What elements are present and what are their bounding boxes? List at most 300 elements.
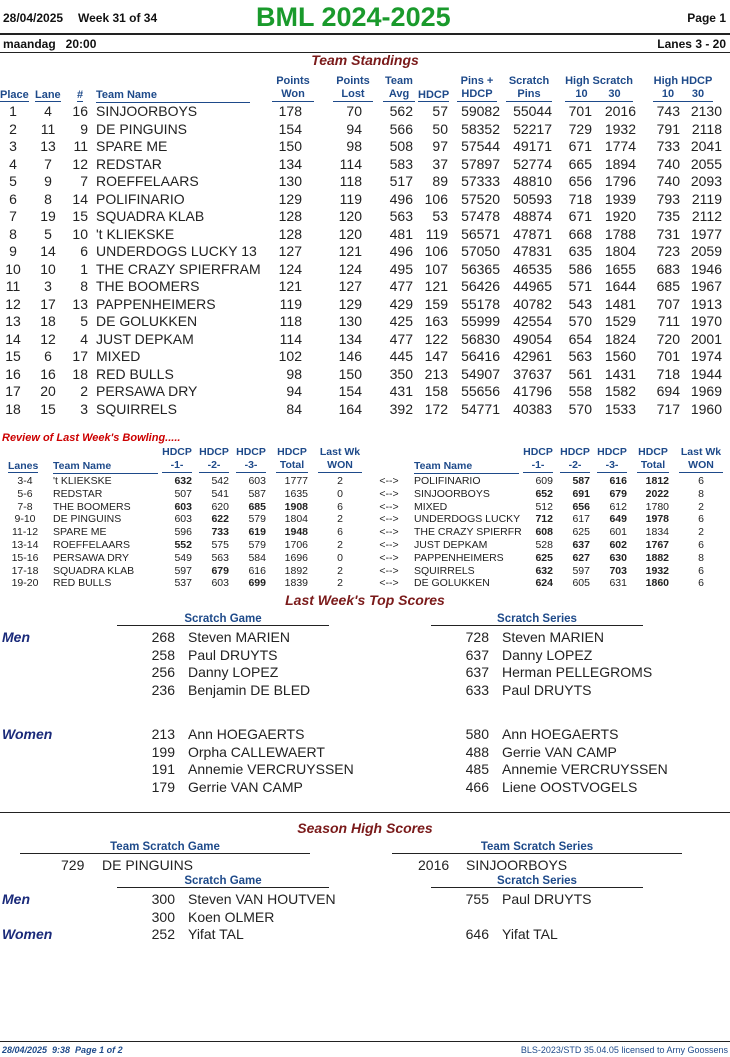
season-men-game-score: 300	[151, 908, 175, 925]
standings-high-scratch-10: 570	[568, 313, 592, 329]
standings-points-lost: 130	[338, 313, 362, 329]
review-col-h1a-left: HDCP	[162, 446, 192, 458]
versus-arrow-icon: <-->	[379, 564, 399, 577]
standings-points-lost: 127	[338, 278, 362, 294]
standings-high-scratch-30: 1804	[604, 243, 636, 259]
season-title: Season High Scores	[297, 820, 433, 836]
standings-points-won: 118	[279, 313, 302, 329]
standings-points-won: 121	[278, 278, 302, 294]
col-points-lost-2: Lost	[333, 88, 373, 102]
standings-high-hdcp-10: 701	[656, 348, 680, 364]
women-game-score: 213	[151, 726, 175, 742]
standings-place: 18	[5, 400, 21, 417]
standings-pins-hdcp: 57544	[461, 138, 500, 154]
standings-high-scratch-30: 1560	[604, 348, 636, 364]
review-right-hdcp-2: 625	[572, 526, 590, 539]
standings-place: 3	[9, 138, 17, 154]
review-team-right: JUST DEPKAM	[414, 539, 488, 551]
women-game-bowler: Orpha CALLEWAERT	[188, 743, 325, 760]
review-right-won: 2	[698, 526, 704, 539]
review-left-hdcp-3: 579	[248, 539, 266, 551]
standings-lane: 3	[44, 278, 52, 294]
footer-right: BLS-2023/STD 35.04.05 licensed to Arny Goossens	[520, 1045, 728, 1055]
review-col-totb-right: Total	[637, 459, 669, 473]
standings-lane: 9	[44, 173, 52, 189]
standings-scratch-pins: 50593	[513, 190, 552, 207]
team-series-score: 2016	[418, 857, 450, 873]
standings-points-lost: 120	[338, 225, 362, 242]
standings-high-scratch-10: 543	[568, 295, 592, 312]
standings-points-won: 84	[286, 400, 302, 417]
season-rule	[0, 812, 730, 813]
standings-hdcp: 106	[424, 243, 448, 259]
review-right-hdcp-2: 627	[572, 551, 590, 564]
standings-high-scratch-30: 1529	[604, 313, 636, 329]
standings-high-scratch-10: 668	[568, 225, 592, 242]
standings-high-hdcp-10: 743	[656, 103, 680, 119]
review-right-hdcp-1: 712	[535, 513, 553, 526]
review-left-won: 2	[337, 475, 343, 487]
review-right-won: 6	[698, 577, 704, 590]
standings-pins-hdcp: 59082	[461, 103, 500, 119]
standings-hdcp: 106	[424, 190, 448, 207]
review-left-hdcp-total: 1839	[284, 577, 308, 590]
standings-team-avg: 495	[389, 260, 413, 277]
team-game-header: Team Scratch Game	[20, 841, 310, 854]
standings-high-scratch-30: 1644	[604, 278, 636, 294]
standings-high-hdcp-10: 694	[656, 383, 680, 399]
standings-high-hdcp-30: 2130	[690, 103, 722, 119]
review-right-hdcp-1: 624	[535, 577, 553, 590]
review-col-h2a-left: HDCP	[199, 446, 229, 458]
review-team-right: POLIFINARIO	[414, 475, 481, 487]
standings-points-won: 128	[278, 225, 302, 242]
standings-high-hdcp-10: 683	[656, 260, 680, 277]
review-team-right: PAPPENHEIMERS	[414, 551, 504, 564]
standings-title: Team Standings	[311, 52, 419, 68]
review-left-hdcp-2: 542	[211, 475, 229, 487]
review-team-left: 't KLIEKSKE	[53, 475, 112, 487]
standings-hdcp: 53	[432, 208, 448, 224]
col-scratch-pins-1: Scratch	[508, 75, 550, 87]
standings-high-scratch-10: 671	[568, 138, 592, 154]
review-left-hdcp-2: 541	[211, 487, 229, 500]
season-men-game-score: 300	[151, 891, 175, 907]
standings-high-scratch-30: 1582	[604, 383, 636, 399]
review-left-hdcp-1: 597	[174, 564, 192, 577]
standings-number: 7	[80, 173, 88, 189]
review-left-won: 0	[337, 551, 343, 564]
versus-arrow-icon: <-->	[379, 577, 399, 590]
standings-number: 16	[72, 103, 88, 119]
col-points-won-2: Won	[272, 88, 314, 102]
review-right-won: 6	[698, 475, 704, 487]
review-right-hdcp-1: 652	[535, 487, 553, 500]
standings-points-lost: 114	[339, 155, 362, 172]
review-left-hdcp-2: 733	[211, 526, 229, 539]
standings-scratch-pins: 42554	[513, 313, 552, 329]
standings-points-won: 134	[278, 155, 302, 172]
standings-high-hdcp-10: 720	[656, 330, 680, 347]
men-game-bowler: Danny LOPEZ	[188, 664, 279, 680]
week-label: Week 31 of 34	[78, 11, 158, 25]
review-right-hdcp-1: 609	[535, 475, 553, 487]
col-high-hdcp-10: 10	[661, 88, 675, 100]
review-right-won: 8	[698, 551, 704, 564]
standings-points-won: 119	[279, 295, 302, 312]
standings-pins-hdcp: 55656	[461, 383, 500, 399]
standings-team-avg: 583	[389, 155, 413, 172]
standings-high-scratch-10: 563	[568, 348, 592, 364]
season-men-game-bowler: Steven VAN HOUTVEN	[188, 891, 336, 907]
women-series-bowler: Annemie VERCRUYSSEN	[502, 761, 668, 777]
standings-pins-hdcp: 56426	[461, 278, 500, 294]
standings-points-lost: 118	[339, 173, 362, 189]
review-right-won: 8	[698, 487, 704, 500]
review-title: Review of Last Week's Bowling.....	[2, 432, 181, 444]
col-high-hdcp-30: 30	[691, 88, 705, 100]
standings-hdcp: 159	[424, 295, 448, 312]
review-col-wona-left: Last Wk	[319, 446, 361, 458]
standings-lane: 8	[44, 190, 52, 207]
season-women-game-bowler: Yifat TAL	[188, 926, 244, 942]
standings-hdcp: 50	[432, 120, 448, 137]
page-title: BML 2024-2025	[256, 2, 451, 32]
review-right-hdcp-1: 625	[535, 551, 553, 564]
season-series-header: Scratch Series	[431, 875, 643, 888]
standings-high-hdcp-30: 2118	[691, 120, 722, 137]
lanes-range: Lanes 3 - 20	[657, 37, 726, 51]
standings-number: 12	[72, 155, 88, 172]
col-lane: Lane	[35, 89, 61, 101]
standings-high-hdcp-10: 707	[656, 295, 680, 312]
women-game-bowler: Ann HOEGAERTS	[188, 726, 305, 742]
standings-team-name: SQUIRRELS	[96, 400, 177, 417]
standings-hdcp: 37	[432, 155, 448, 172]
standings-team-name: PAPPENHEIMERS	[96, 295, 216, 312]
standings-place: 7	[9, 208, 17, 224]
standings-high-hdcp-30: 1913	[690, 295, 722, 312]
review-left-hdcp-3: 616	[248, 564, 266, 577]
standings-place: 15	[5, 348, 21, 364]
standings-scratch-pins: 40782	[513, 295, 552, 312]
report-date: 28/04/2025	[3, 11, 64, 25]
men-series-bowler: Danny LOPEZ	[502, 646, 593, 663]
standings-high-scratch-30: 1894	[604, 155, 636, 172]
review-left-won: 6	[337, 526, 343, 539]
review-right-hdcp-total: 1882	[645, 551, 669, 564]
women-game-score: 199	[151, 743, 175, 760]
standings-high-scratch-30: 1796	[604, 173, 636, 189]
women-series-score: 485	[465, 761, 489, 777]
standings-number: 18	[72, 365, 88, 382]
review-col-wona-right: Last Wk	[680, 446, 722, 458]
standings-high-hdcp-30: 2093	[690, 173, 722, 189]
standings-high-scratch-30: 1939	[604, 190, 636, 207]
standings-number: 10	[72, 225, 88, 242]
women-game-bowler: Annemie VERCRUYSSEN	[188, 761, 354, 777]
standings-pins-hdcp: 56365	[461, 260, 500, 277]
review-right-hdcp-3: 703	[609, 564, 627, 577]
col-high-hdcp: High HDCP	[653, 75, 713, 87]
standings-pins-hdcp: 54907	[461, 365, 500, 382]
standings-points-won: 130	[278, 173, 302, 189]
review-left-hdcp-total: 1777	[284, 475, 308, 487]
standings-number: 8	[80, 278, 88, 294]
women-series-score: 466	[465, 778, 489, 795]
standings-team-name: MIXED	[96, 348, 141, 364]
season-men-series-score: 755	[465, 891, 489, 907]
review-right-hdcp-2: 605	[572, 577, 590, 590]
standings-place: 10	[5, 260, 21, 277]
col-pins-hdcp-1: Pins +	[460, 75, 494, 87]
review-team-left: DE PINGUINS	[53, 513, 122, 526]
standings-lane: 10	[40, 260, 56, 277]
season-women-game-score: 252	[151, 926, 175, 942]
standings-hdcp: 213	[424, 365, 448, 382]
standings-place: 12	[5, 295, 21, 312]
standings-high-hdcp-30: 2001	[690, 330, 722, 347]
standings-high-scratch-30: 1788	[604, 225, 636, 242]
review-left-hdcp-total: 1706	[284, 539, 308, 551]
review-col-h2b-right: -2-	[560, 459, 590, 473]
review-left-hdcp-3: 584	[248, 551, 266, 564]
standings-points-lost: 134	[338, 330, 362, 347]
review-right-hdcp-total: 1834	[645, 526, 669, 539]
standings-lane: 17	[40, 295, 56, 312]
col-scratch-pins-2: Pins	[506, 88, 552, 102]
season-men-series-bowler: Paul DRUYTS	[502, 891, 592, 907]
standings-number: 4	[80, 330, 88, 347]
review-lanes: 17-18	[11, 564, 39, 577]
standings-high-scratch-30: 1431	[604, 365, 636, 382]
review-right-hdcp-total: 1860	[645, 577, 669, 590]
col-high-scratch-10: 10	[575, 88, 588, 100]
review-col-h3a-right: HDCP	[597, 446, 627, 458]
team-series-team: SINJOORBOYS	[466, 857, 568, 873]
team-series-header: Team Scratch Series	[392, 841, 682, 854]
season-men-label: Men	[2, 891, 30, 907]
standings-hdcp: 89	[432, 173, 448, 189]
versus-arrow-icon: <-->	[379, 513, 399, 526]
standings-place: 4	[9, 155, 17, 172]
standings-high-hdcp-30: 1946	[690, 260, 722, 277]
standings-high-hdcp-30: 1960	[690, 400, 722, 417]
standings-high-hdcp-30: 1974	[690, 348, 722, 364]
review-team-left: RED BULLS	[53, 577, 112, 590]
men-game-bowler: Steven MARIEN	[188, 629, 290, 645]
review-team-left: SQUADRA KLAB	[53, 564, 135, 577]
standings-number: 14	[72, 190, 88, 207]
review-left-hdcp-2: 575	[211, 539, 229, 551]
standings-place: 14	[5, 330, 21, 347]
standings-place: 13	[5, 313, 21, 329]
review-left-hdcp-2: 620	[211, 500, 229, 513]
review-right-hdcp-3: 602	[609, 539, 627, 551]
standings-points-lost: 129	[338, 295, 362, 312]
women-series-bowler: Ann HOEGAERTS	[502, 726, 619, 742]
standings-high-scratch-10: 558	[568, 383, 592, 399]
standings-high-scratch-30: 1481	[604, 295, 636, 312]
standings-hdcp: 158	[424, 383, 448, 399]
standings-hdcp: 107	[424, 260, 448, 277]
review-left-won: 6	[337, 500, 343, 513]
team-game-score: 729	[61, 857, 85, 873]
standings-team-avg: 350	[389, 365, 413, 382]
review-left-hdcp-3: 587	[248, 487, 266, 500]
standings-high-scratch-10: 671	[568, 208, 592, 224]
review-left-hdcp-1: 596	[174, 526, 192, 539]
standings-place: 11	[5, 278, 21, 294]
review-col-team-right: Team Name	[414, 460, 519, 474]
standings-pins-hdcp: 56830	[461, 330, 500, 347]
review-lanes: 19-20	[11, 577, 39, 590]
standings-points-lost: 119	[339, 190, 362, 207]
page-number: Page 1	[687, 11, 726, 25]
standings-points-won: 178	[278, 103, 302, 119]
review-left-hdcp-1: 507	[174, 487, 192, 500]
standings-team-name: THE BOOMERS	[96, 278, 200, 294]
men-series-score: 633	[465, 681, 489, 698]
review-right-hdcp-2: 597	[572, 564, 590, 577]
standings-points-won: 124	[278, 260, 302, 277]
review-lanes: 7-8	[17, 500, 33, 513]
standings-points-won: 127	[278, 243, 302, 259]
standings-number: 9	[80, 120, 88, 137]
standings-scratch-pins: 37637	[513, 365, 552, 382]
review-right-hdcp-total: 1932	[645, 564, 669, 577]
standings-high-scratch-10: 654	[568, 330, 592, 347]
standings-high-scratch-30: 1655	[604, 260, 636, 277]
standings-team-name: SINJOORBOYS	[96, 103, 198, 119]
standings-points-won: 98	[286, 365, 302, 382]
standings-high-scratch-10: 656	[568, 173, 592, 189]
review-col-wonb-left: WON	[318, 459, 362, 473]
men-series-score: 637	[465, 664, 489, 680]
standings-lane: 12	[40, 330, 56, 347]
review-col-h1a-right: HDCP	[523, 446, 553, 458]
standings-team-name: JUST DEPKAM	[96, 330, 194, 347]
review-left-hdcp-1: 537	[174, 577, 192, 590]
review-col-team-left: Team Name	[53, 460, 158, 474]
review-team-left: ROEFFELAARS	[53, 539, 131, 551]
standings-high-scratch-30: 1920	[604, 208, 636, 224]
review-left-hdcp-total: 1948	[284, 526, 308, 539]
standings-number: 3	[80, 400, 88, 417]
standings-team-avg: 562	[389, 103, 413, 119]
standings-team-avg: 445	[389, 348, 413, 364]
review-left-won: 2	[337, 577, 343, 590]
standings-place: 6	[9, 190, 17, 207]
review-team-right: THE CRAZY SPIERFR	[414, 526, 522, 539]
review-team-left: REDSTAR	[53, 487, 103, 500]
review-col-h2b-left: -2-	[199, 459, 229, 473]
standings-points-won: 150	[278, 138, 302, 154]
review-right-hdcp-2: 656	[572, 500, 590, 513]
col-team-avg-2: Avg	[383, 88, 415, 102]
standings-place: 8	[9, 225, 17, 242]
review-right-hdcp-total: 1978	[645, 513, 669, 526]
review-left-hdcp-3: 699	[248, 577, 266, 590]
standings-team-name: UNDERDOGS LUCKY 13	[96, 243, 257, 259]
standings-high-hdcp-10: 740	[656, 155, 680, 172]
review-lanes: 15-16	[11, 551, 39, 564]
versus-arrow-icon: <-->	[379, 539, 399, 551]
review-left-hdcp-total: 1908	[284, 500, 308, 513]
standings-hdcp: 172	[424, 400, 448, 417]
season-women-series-score: 646	[465, 926, 489, 942]
men-game-score: 236	[151, 681, 175, 698]
standings-high-scratch-10: 586	[568, 260, 592, 277]
men-game-score: 256	[151, 664, 175, 680]
standings-scratch-pins: 52217	[513, 120, 552, 137]
standings-team-avg: 425	[389, 313, 413, 329]
review-right-won: 6	[698, 539, 704, 551]
standings-team-avg: 392	[389, 400, 413, 417]
top-series-header: Scratch Series	[431, 613, 643, 626]
standings-points-won: 128	[278, 208, 302, 224]
standings-team-name: DE GOLUKKEN	[96, 313, 198, 329]
review-team-left: THE BOOMERS	[53, 500, 131, 513]
standings-high-hdcp-30: 2059	[690, 243, 722, 259]
standings-team-name: PERSAWA DRY	[96, 383, 198, 399]
review-team-right: SQUIRRELS	[414, 564, 475, 577]
review-left-hdcp-total: 1635	[284, 487, 308, 500]
review-right-hdcp-3: 630	[609, 551, 627, 564]
review-left-won: 2	[337, 564, 343, 577]
standings-hdcp: 147	[424, 348, 448, 364]
review-right-won: 6	[698, 513, 704, 526]
men-series-bowler: Steven MARIEN	[502, 629, 604, 645]
standings-high-scratch-30: 2016	[604, 103, 636, 119]
review-col-h1b-left: -1-	[162, 459, 192, 473]
review-col-tota-left: HDCP	[277, 446, 307, 458]
women-label: Women	[2, 726, 53, 742]
standings-place: 1	[9, 103, 17, 119]
review-lanes: 13-14	[11, 539, 39, 551]
standings-high-scratch-10: 570	[568, 400, 592, 417]
review-left-hdcp-total: 1892	[284, 564, 308, 577]
review-left-hdcp-3: 619	[248, 526, 266, 539]
review-team-right: DE GOLUKKEN	[414, 577, 490, 590]
standings-high-scratch-10: 701	[568, 103, 592, 119]
standings-pins-hdcp: 55178	[461, 295, 500, 312]
standings-scratch-pins: 49054	[513, 330, 552, 347]
col-team-name: Team Name	[96, 89, 157, 101]
review-team-right: UNDERDOGS LUCKY	[414, 513, 521, 526]
standings-points-lost: 150	[338, 365, 362, 382]
standings-scratch-pins: 48874	[513, 208, 552, 224]
top-game-header: Scratch Game	[117, 613, 329, 626]
review-col-h3a-left: HDCP	[236, 446, 266, 458]
standings-high-hdcp-10: 791	[656, 120, 680, 137]
men-series-bowler: Herman PELLEGROMS	[502, 664, 653, 680]
standings-points-won: 154	[278, 120, 302, 137]
standings-scratch-pins: 47831	[513, 243, 552, 259]
review-team-right: MIXED	[414, 500, 448, 513]
standings-team-avg: 563	[389, 208, 413, 224]
season-women-series-bowler: Yifat TAL	[502, 926, 558, 942]
standings-points-won: 102	[278, 348, 302, 364]
men-game-bowler: Paul DRUYTS	[188, 646, 278, 663]
standings-scratch-pins: 46535	[513, 260, 552, 277]
standings-high-scratch-10: 635	[568, 243, 592, 259]
review-right-hdcp-total: 1780	[645, 500, 669, 513]
standings-high-hdcp-30: 2119	[691, 190, 722, 207]
review-right-hdcp-1: 512	[535, 500, 553, 513]
standings-points-lost: 124	[338, 260, 362, 277]
standings-lane: 13	[40, 138, 56, 154]
